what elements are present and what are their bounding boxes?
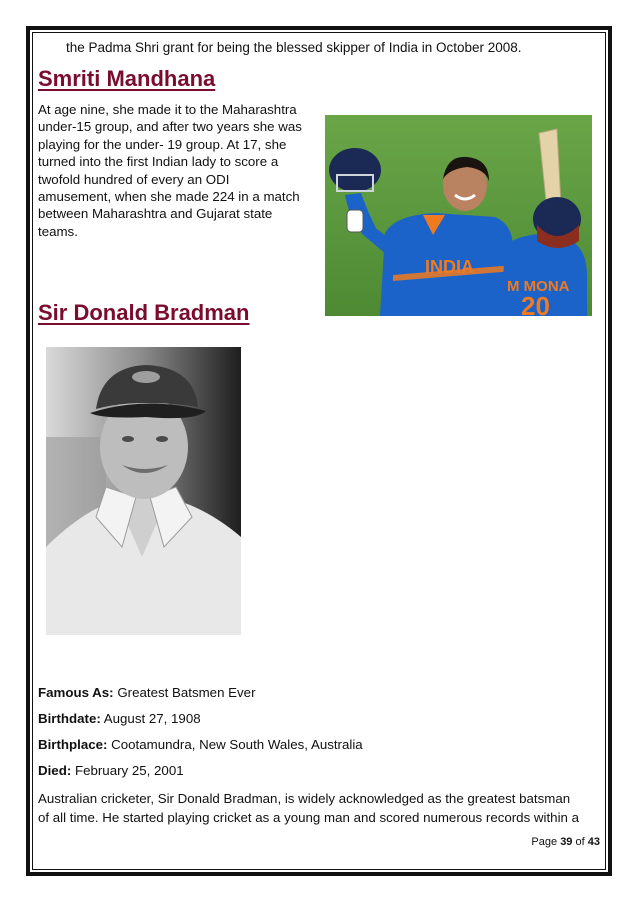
smriti-photo-illustration [325, 115, 592, 316]
bradman-photo-illustration [46, 347, 241, 635]
smriti-mandhana-photo [325, 115, 592, 316]
died-label: Died: [38, 763, 72, 778]
field-birthplace [38, 737, 363, 752]
birthplace-label: Birthplace: [38, 737, 108, 752]
smriti-line: amusement, when she made 224 in a match [38, 189, 300, 205]
page-word: Page [531, 836, 558, 848]
heading-smriti-mandhana: Smriti Mandhana [38, 66, 216, 91]
bradman-line: Australian cricketer, Sir Donald Bradman, is widely acknowledged as the greatest batsman [38, 791, 571, 806]
intro-line: the Padma Shri grant for being the blessed skipper of India in October 2008. [66, 40, 522, 55]
died-value: February 25, 2001 [74, 763, 184, 778]
famous-as-value: Greatest Batsmen Ever [117, 685, 256, 700]
field-birthdate [38, 711, 201, 726]
smriti-line: teams. [38, 223, 78, 239]
famous-as-label: Famous As: [38, 685, 114, 700]
smriti-line: playing for the under- 19 group. At 17, she [38, 136, 287, 152]
page-footer [531, 836, 600, 848]
smriti-line: twofold hundred of every an ODI [38, 171, 230, 187]
birthplace-value: Cootamundra, New South Wales, Australia [111, 737, 363, 752]
of-word: of [575, 836, 585, 848]
birthdate-value: August 27, 1908 [103, 711, 201, 726]
jersey-india-text: INDIA [425, 257, 474, 277]
jersey-name-text: M MONA [507, 278, 570, 295]
page-number: 39 [560, 836, 573, 848]
smriti-line: turned into the first Indian lady to score a [38, 154, 279, 170]
smriti-line: At age nine, she made it to the Maharashtra [38, 102, 297, 117]
smriti-line: between Maharashtra and Gujarat state [38, 206, 273, 222]
field-died [38, 763, 184, 778]
smriti-line: under-15 group, and after two years she was [38, 119, 302, 135]
bradman-paragraph [38, 789, 600, 827]
field-famous-as [38, 685, 256, 700]
jersey-number-text: 20 [521, 291, 550, 316]
smriti-paragraph [38, 101, 323, 240]
donald-bradman-photo [46, 347, 241, 635]
heading-donald-bradman: Sir Donald Bradman [38, 300, 250, 325]
bradman-line: of all time. He started playing cricket as a young man and scored numerous records within a [38, 810, 580, 825]
birthdate-label: Birthdate: [38, 711, 101, 726]
total-pages: 43 [587, 836, 600, 848]
